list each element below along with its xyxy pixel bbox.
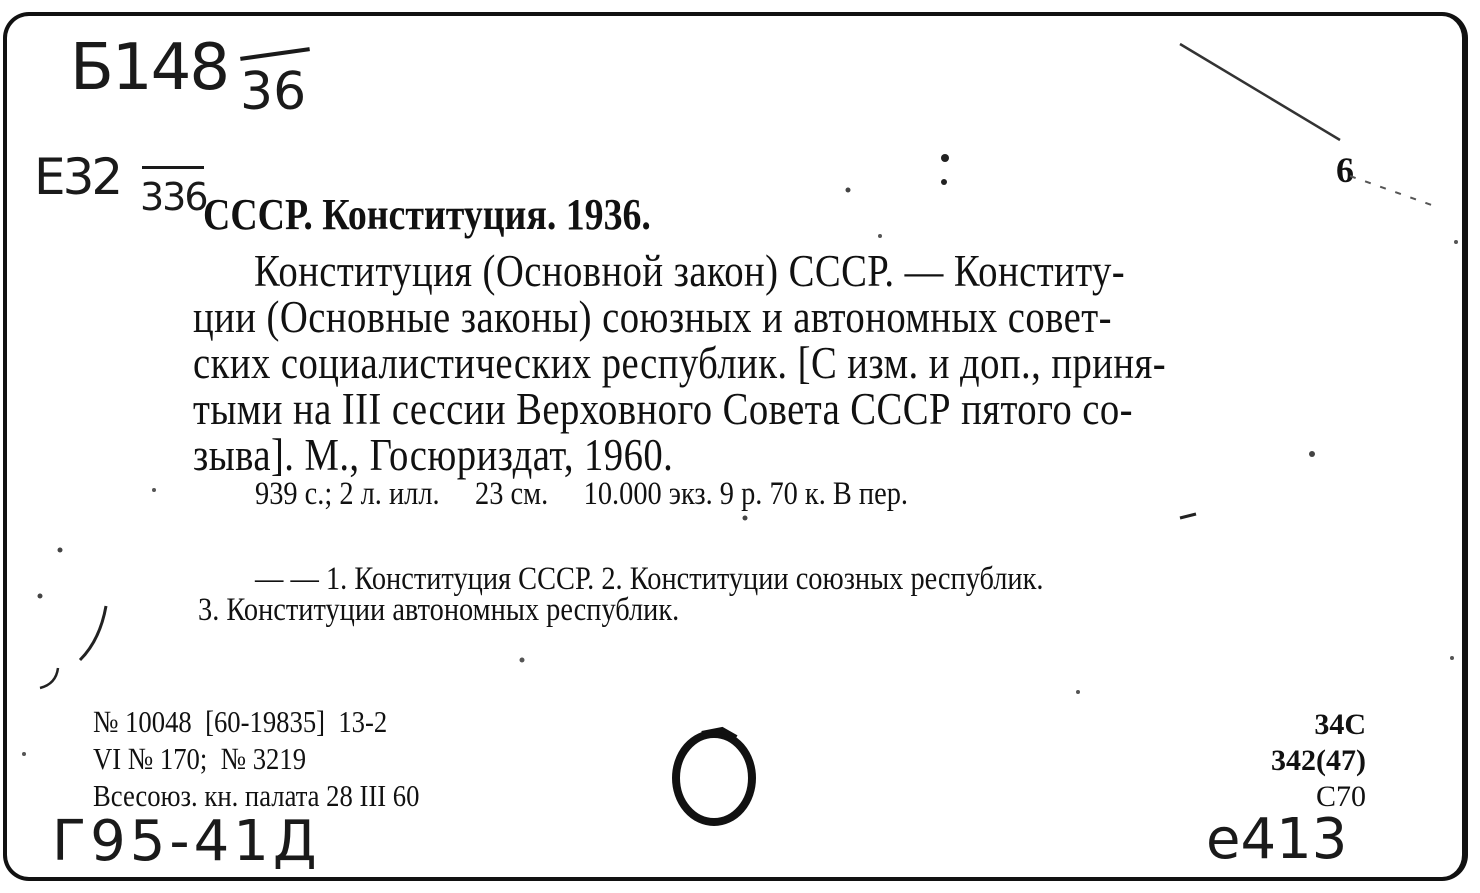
class-code-3: С70 <box>1315 780 1366 813</box>
subjects-line-1: — — 1. Конституция СССР. 2. Конституции союзных республик. <box>255 561 1044 597</box>
body-line-4: тыми на III сессии Верховного Совета СССР пятого со- <box>193 384 1133 434</box>
shelfmark-top-number: Б148 <box>70 31 229 105</box>
card-heading: СССР. Конституция. 1936. <box>203 190 651 239</box>
body-line-3: ских социалистических республик. [С изм. и доп., приня- <box>193 338 1167 388</box>
body-line-5: зыва]. М., Госюриздат, 1960. <box>193 430 674 480</box>
physical-description: 939 с.; 2 л. илл. 23 см. 10.000 экз. 9 р. 70 к. В пер. <box>255 476 909 512</box>
body-line-1: Конституция (Основной закон) СССР. — Конститу- <box>254 246 1126 296</box>
class-code-1: 34С <box>1314 708 1366 741</box>
corner-mark: 6 <box>1336 150 1354 190</box>
shelfmark-left-number: Е32 <box>34 148 121 206</box>
record-line-2: VI № 170; № 3219 <box>93 741 307 776</box>
shelfmark-top-denominator: 36 <box>240 62 307 122</box>
bottom-right-handwritten-mark: е413 <box>1206 807 1348 872</box>
subjects-line-2: 3. Конституции автономных республик. <box>198 592 680 628</box>
record-line-1: № 10048 [60-19835] 13-2 <box>93 704 388 739</box>
class-code-2: 342(47) <box>1271 744 1366 777</box>
record-line-3: Всесоюз. кн. палата 28 III 60 <box>93 778 420 813</box>
bottom-left-handwritten-mark: Г95-41Д <box>52 809 321 874</box>
body-line-2: ции (Основные законы) союзных и автономных совет- <box>193 292 1112 342</box>
shelfmark-left-denominator: 336 <box>140 175 207 219</box>
